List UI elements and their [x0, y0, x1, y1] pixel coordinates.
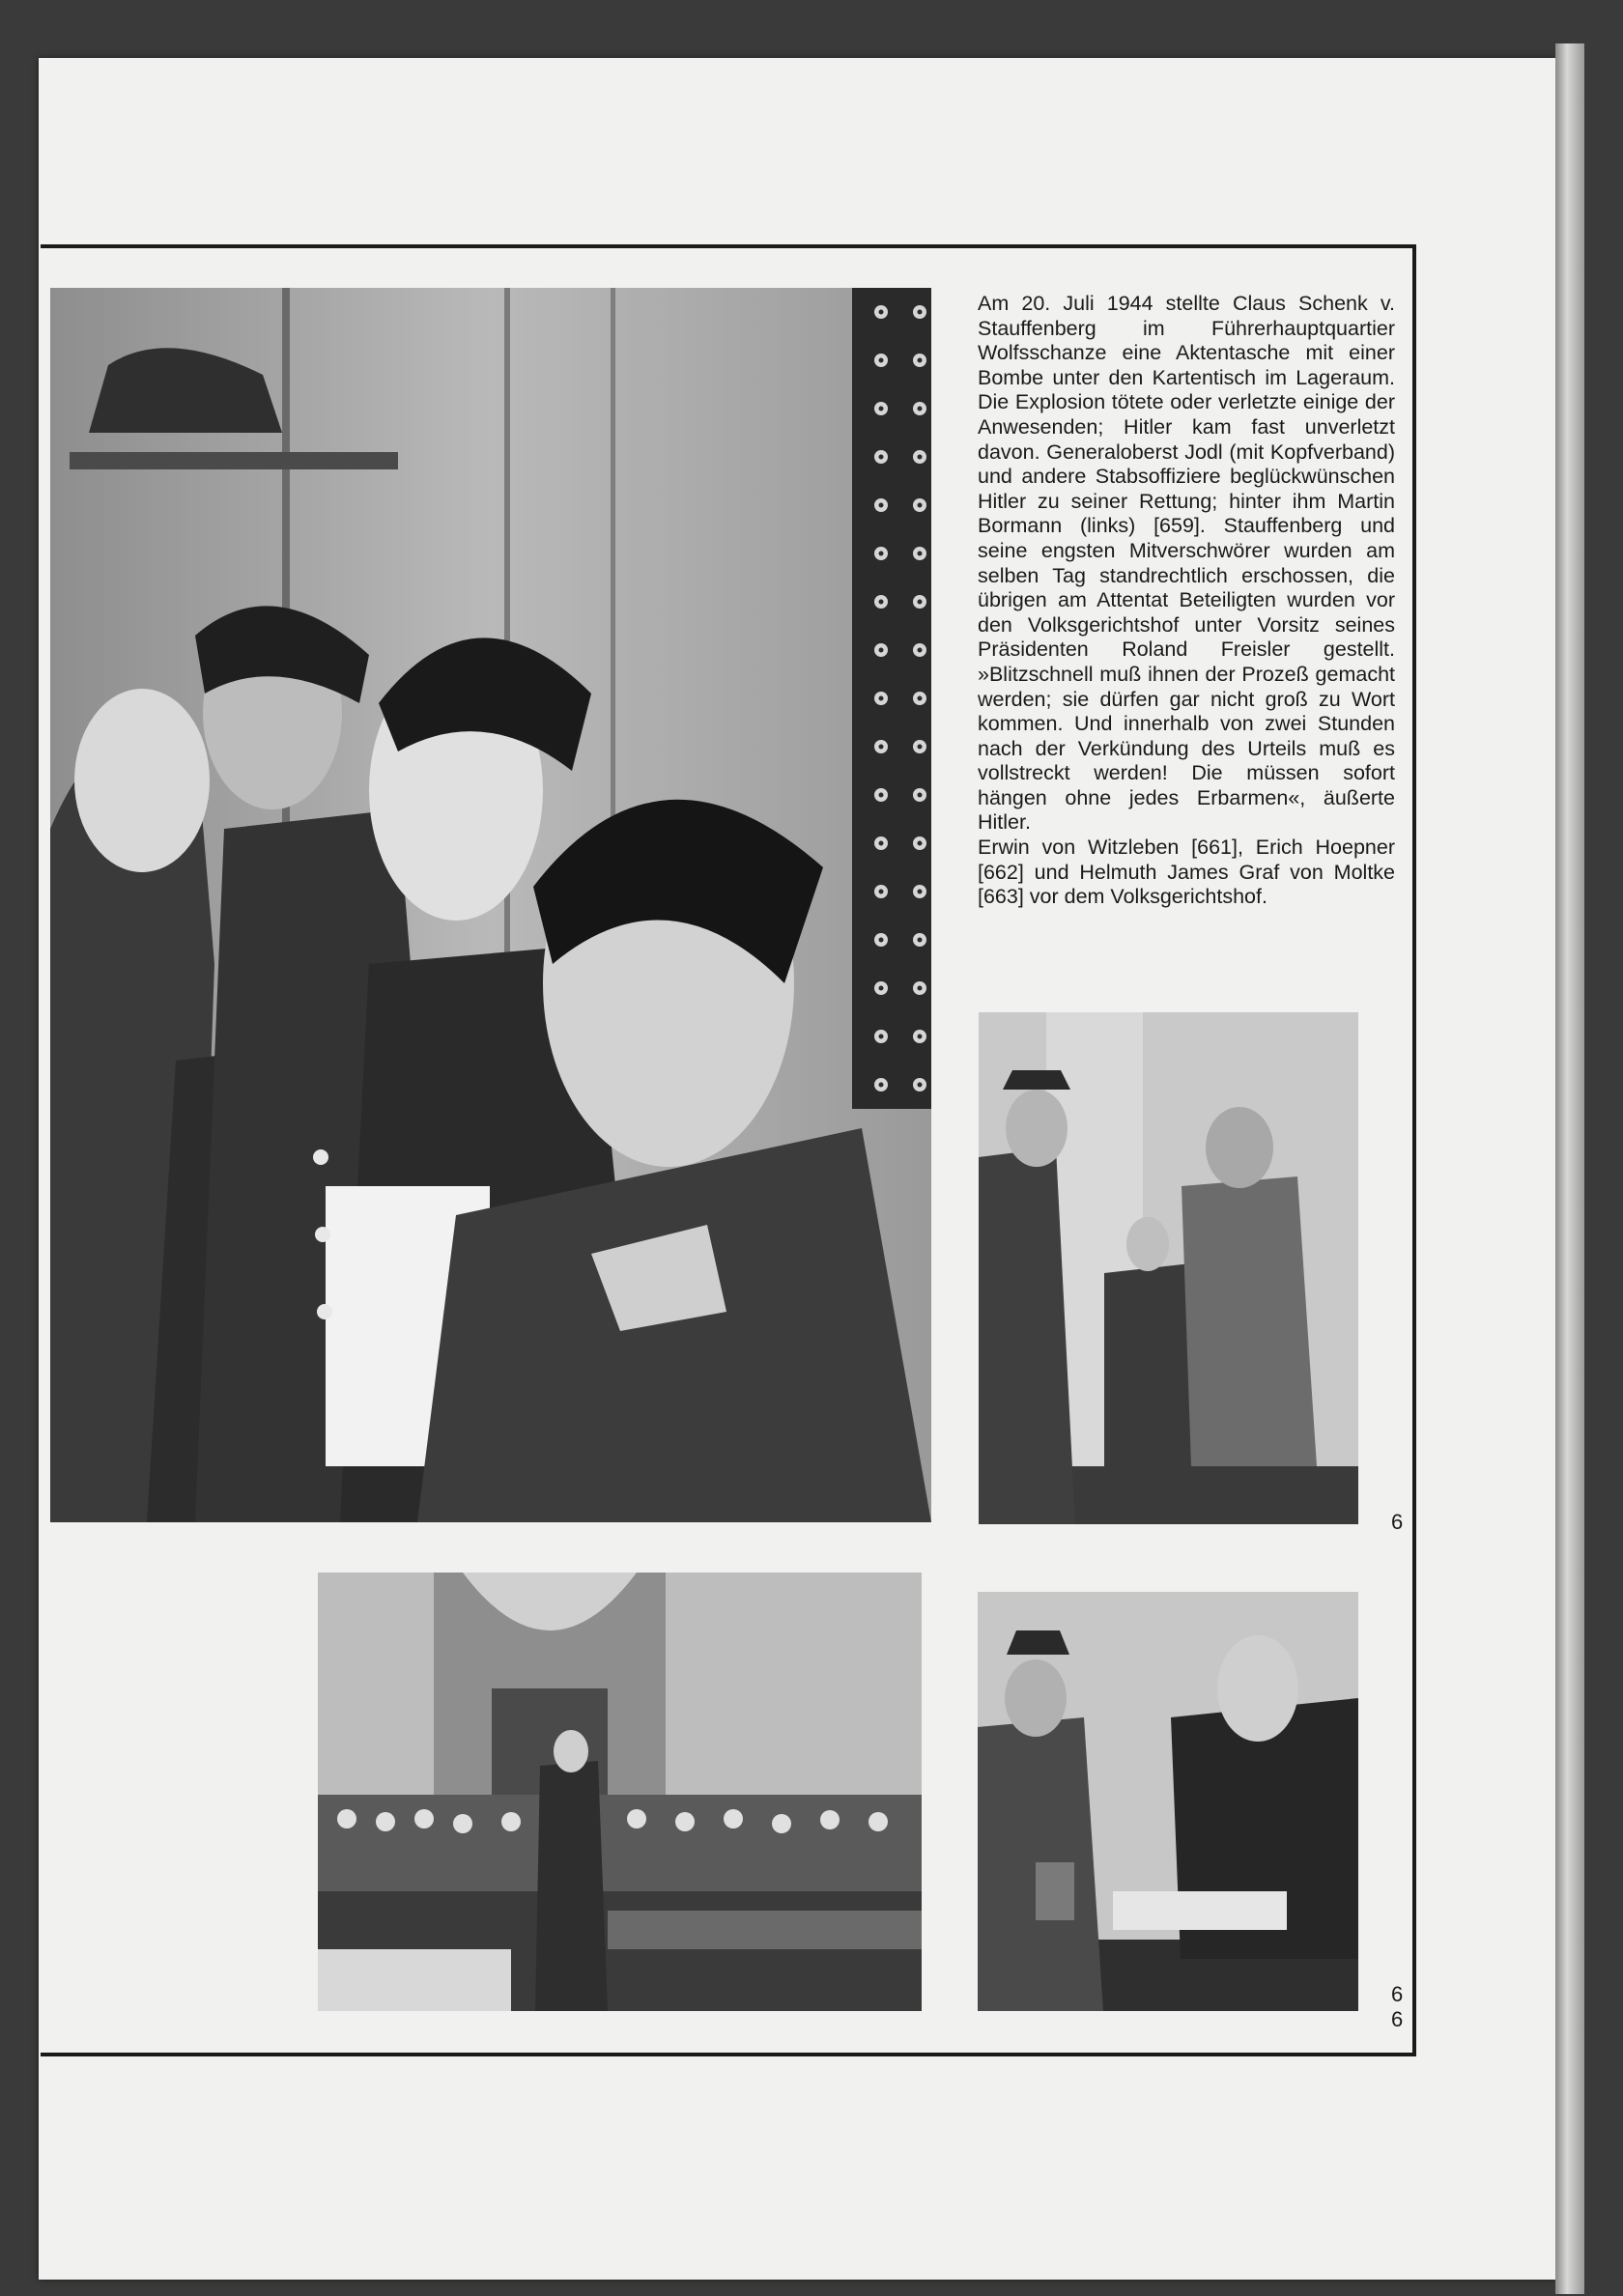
page-number-bottom-1: 6	[1391, 1982, 1404, 2006]
defendant-speaking-photo	[978, 1592, 1358, 2011]
main-photo	[50, 288, 931, 1522]
courtroom-photo	[318, 1573, 922, 2011]
page-number-mid: 6	[1391, 1510, 1404, 1534]
sleeve-edge	[1555, 43, 1584, 2294]
caption-text	[978, 292, 1395, 910]
caption-paragraph-2: Erwin von Witzleben [661], Erich Hoepner [662] und Helmuth James Graf von Moltke [663] vor dem Volksgerichtshof.	[978, 836, 1395, 909]
defendant-standing-photo	[979, 1012, 1358, 1524]
page-number-bottom-2: 6	[1391, 2007, 1404, 2031]
caption-paragraph-1: Am 20. Juli 1944 stellte Claus Schenk v. Stauffenberg im Führerhauptquartier Wolfsschanze eine Aktentasche mit einer Bombe unter den Kartentisch im Lageraum. Die Explosion tötete oder verletzte einige der Anwesenden; Hitler kam fast unverletzt davon. Generaloberst Jodl (mit Kopfverband) und andere Stabsoffiziere beglückwünschen Hitler zu seiner Rettung; hinter ihm Martin Bormann (links) [659]. Stauffenberg und seine engsten Mitverschwörer wurden am selben Tag standrechtlich erschossen, die übrigen am Attentat Beteiligten wurden vor den Volksgerichtshof unter Vorsitz seines Präsidenten Roland Freisler gestellt. »Blitzschnell muß ihnen der Prozeß gemacht werden; sie dürfen gar nicht groß zu Wort kommen. Und innerhalb von zwei Stunden nach der Verkündung des Urteils muß es vollstreckt werden! Die müssen sofort hängen ohne jedes Erbarmen«, äußerte Hitler.	[978, 292, 1395, 835]
